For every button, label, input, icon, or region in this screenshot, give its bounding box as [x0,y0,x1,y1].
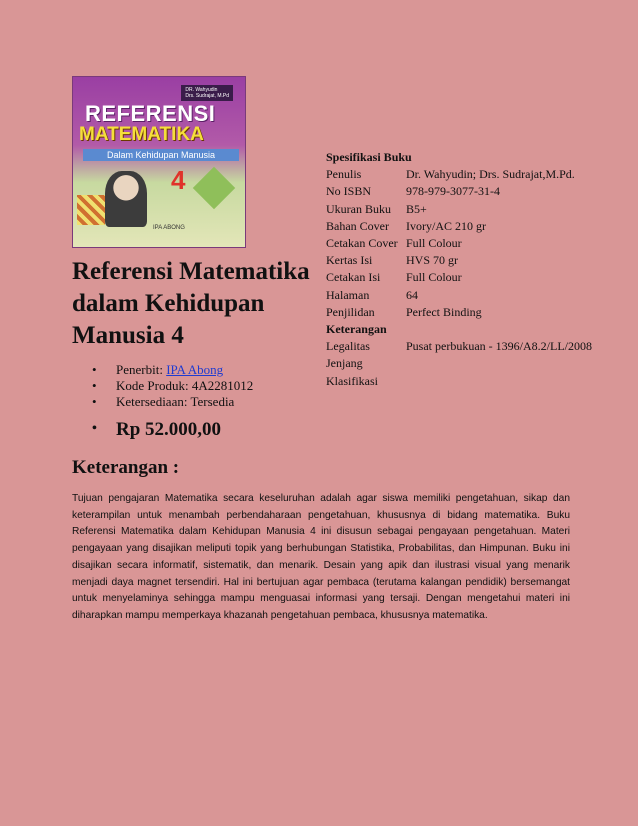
spec-heading: Spesifikasi Buku [326,150,412,164]
cover-title-line2: MATEMATIKA [79,124,204,145]
product-meta-list [92,362,253,410]
spec-key: Kertas Isi [326,253,373,268]
product-price: • Rp 52.000,00 [92,419,221,441]
cover-authors [181,85,233,101]
spec-subheading: Keterangan [326,322,387,337]
spec-value: 978-979-3077-31-4 [406,184,500,199]
cover-portrait-illustration [105,171,147,227]
description-body: Tujuan pengajaran Matematika secara keseluruhan adalah agar siswa memiliki pengetahuan, sikap dan keterampilan untuk menambah perbendaharaan pengetahuan, khususnya di bidang matematika. Buku Referensi Matematika dalam Kehidupan Manusia 4 ini disusun sebagai pengayaan pengetahuan. Materi pengayaan yang disajikan meliputi topik yang berhubungan Statistika, Probabilitas, dan Himpunan. Buku ini disajikan secara informatif, sistematik, dan menarik. Desain yang apik dan ilustrasi visual yang menarik menjadi daya magnet tersendiri. Hal ini bertujuan agar pembaca (terutama kalangan pendidik) bersemangat untuk menyelaminya sehingga mampu menguasai informasi yang tersaji. Dengan mengetahui materi ini diharapkan mampu memperkaya khazanah pengetahuan pembaca, khususnya matematika. [72,493,570,621]
product-title: Referensi Matematika dalam Kehidupan Manusia 4 [72,258,310,349]
spec-key: Jenjang [326,356,363,371]
cover-volume-number: 4 [171,165,186,195]
spec-table [326,149,592,390]
cover-author-2: Drs. Sudrajat, M.Pd [185,93,229,99]
spec-row [326,373,592,390]
spec-row [326,269,592,286]
spec-value: 64 [406,287,418,302]
spec-row [326,235,592,252]
spec-key: No ISBN [326,184,372,199]
spec-value: Ivory/AC 210 gr [406,218,486,233]
publisher-item [92,362,253,378]
spec-value: HVS 70 gr [406,253,459,268]
availability-item: • Ketersediaan: Tersedia [92,394,253,410]
publisher-label: Penerbit: [116,362,167,377]
spec-key: Cetakan Isi [326,270,381,285]
cover-title-line1: REFERENSI [85,101,216,126]
cover-author-1: DR. Wahyudin [185,87,218,93]
spec-row [326,304,592,321]
spec-key: Ukuran Buku [326,201,391,216]
cover-subtitle: Dalam Kehidupan Manusia [83,149,239,161]
book-cover-image [72,76,246,248]
spec-value: Full Colour [406,236,462,251]
cover-publisher: IPA ABONG [153,225,185,231]
description-heading: Keterangan : [72,457,180,478]
spec-row [326,201,592,218]
spec-value: Perfect Binding [406,304,482,319]
spec-key: Halaman [326,287,370,302]
spec-row [326,252,592,269]
cover-shapes-illustration [77,195,105,225]
spec-value: B5+ [406,201,427,216]
spec-key: Penjilidan [326,304,375,319]
spec-row [326,166,592,183]
spec-row [326,338,592,355]
spec-key: Klasifikasi [326,373,378,388]
spec-row [326,183,592,200]
spec-key: Legalitas [326,339,370,354]
publisher-link[interactable]: IPA Abong [166,362,224,377]
spec-row [326,218,592,235]
spec-key: Penulis [326,167,362,182]
spec-value: Dr. Wahyudin; Drs. Sudrajat,M.Pd. [406,167,575,182]
spec-value: Pusat perbukuan - 1396/A8.2/LL/2008 [406,339,592,354]
spec-key: Cetakan Cover [326,236,398,251]
spec-value: Full Colour [406,270,462,285]
spec-row [326,287,592,304]
product-code-item: • Kode Produk: 4A2281012 [92,378,253,394]
cover-kite-illustration [193,167,235,209]
spec-row [326,355,592,372]
spec-key: Bahan Cover [326,218,389,233]
